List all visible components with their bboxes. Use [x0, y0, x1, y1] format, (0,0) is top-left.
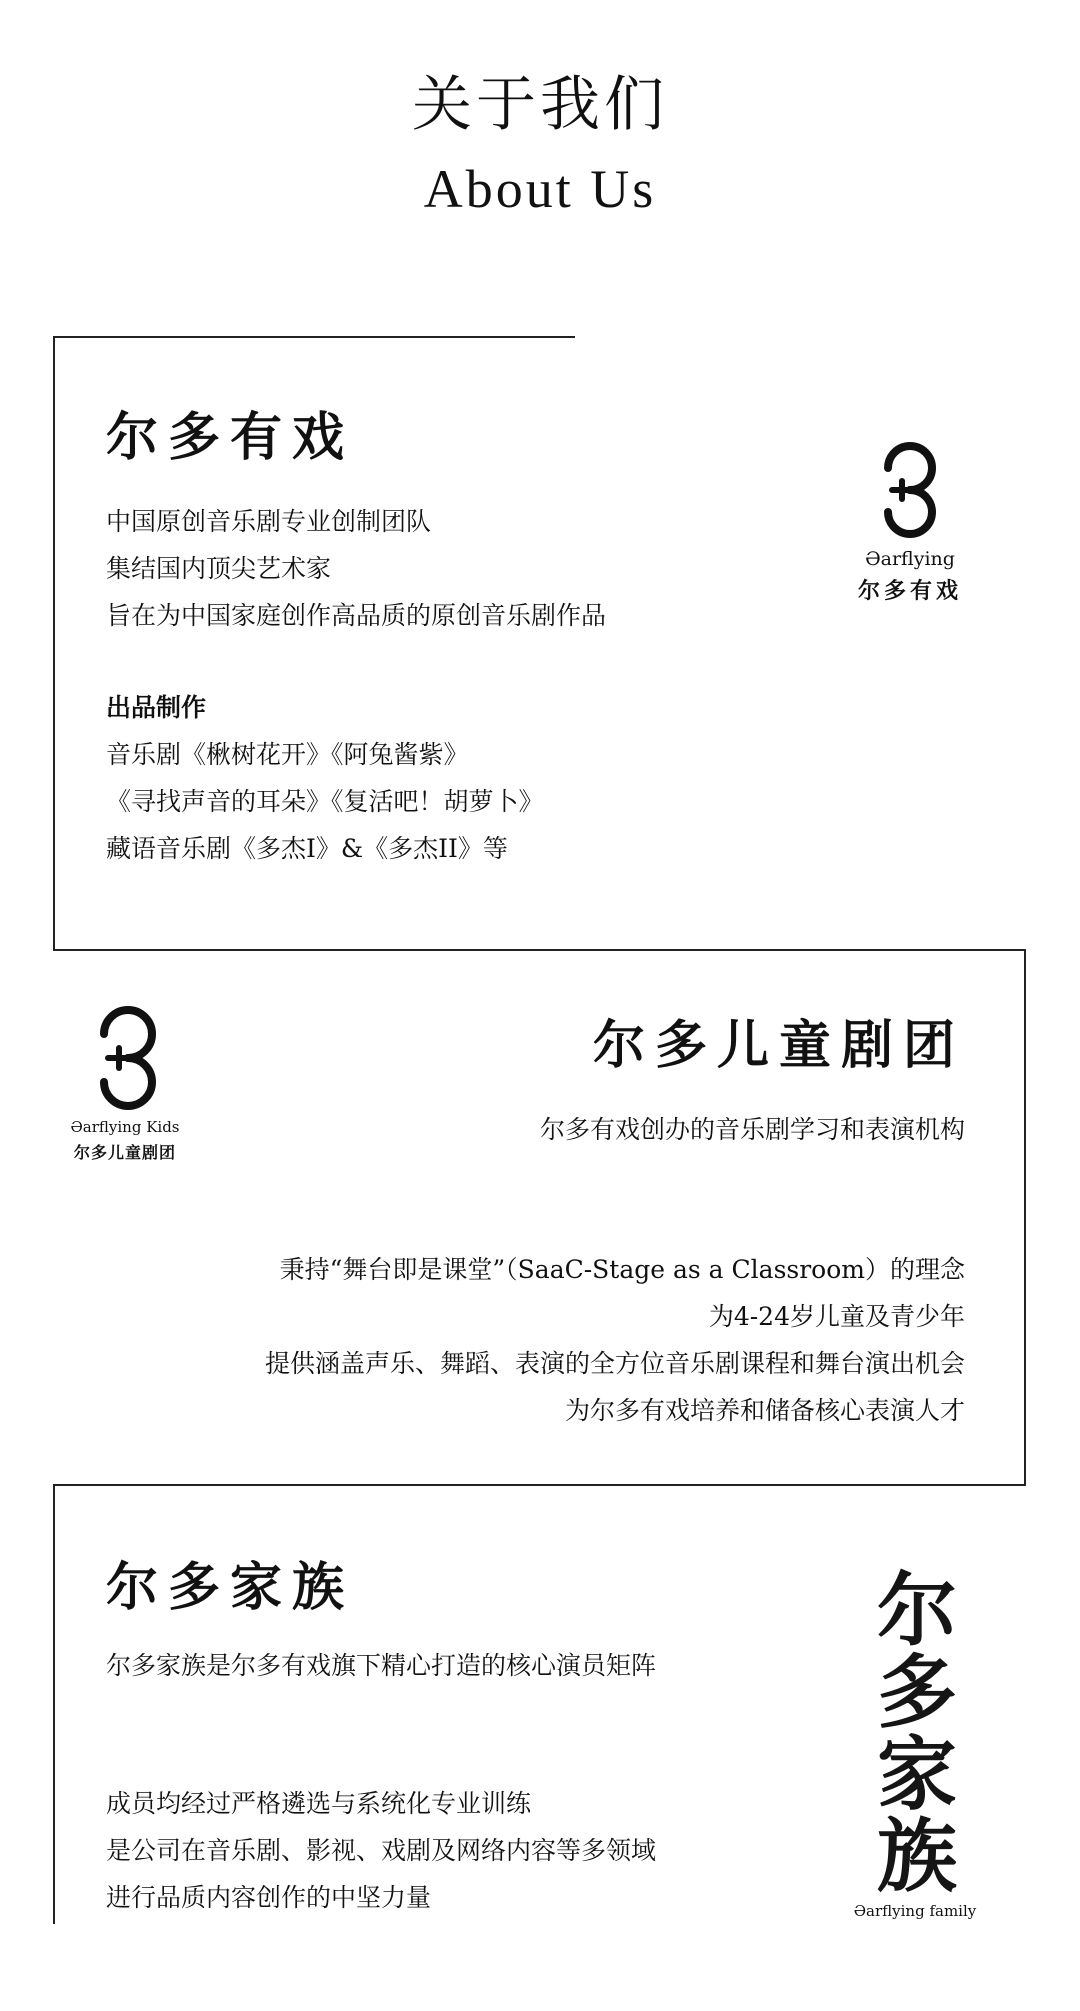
logo-cn-text: 尔多儿童剧团 — [73, 1143, 176, 1162]
section3-subtitle: 尔多家族是尔多有戏旗下精心打造的核心演员矩阵 — [106, 1651, 657, 1680]
family-logo-line1: 尔多 — [877, 1564, 953, 1739]
logo-en-text: Əarflying family — [853, 1902, 977, 1920]
works-line: 音乐剧《楸树花开》《阿兔酱紫》 — [106, 740, 469, 769]
body-line: 为4-24岁儿童及青少年 — [708, 1302, 965, 1331]
intro-line: 中国原创音乐剧专业创制团队 — [106, 507, 432, 536]
works-title: 出品制作 — [106, 693, 207, 722]
section3-body — [106, 1780, 656, 1921]
section3-heading: 尔多家族 — [106, 1557, 355, 1618]
section1-intro — [106, 498, 606, 639]
works-line: 《寻找声音的耳朵》《复活吧！胡萝卜》 — [106, 787, 544, 816]
page-subtitle: About Us — [423, 159, 657, 219]
body-line: 是公司在音乐剧、影视、戏剧及网络内容等多领域 — [106, 1836, 657, 1865]
section2-right-border — [1024, 949, 1026, 1486]
page-title: 关于我们 — [412, 70, 668, 140]
earflying-kids-mark-icon — [60, 1002, 190, 1112]
intro-line: 旨在为中国家庭创作高品质的原创音乐剧作品 — [106, 601, 607, 630]
section2-body — [265, 1246, 965, 1434]
logo-en-text: Əarflying — [865, 548, 955, 570]
earflying-mark-icon — [840, 434, 980, 538]
body-line: 成员均经过严格遴选与系统化专业训练 — [106, 1789, 532, 1818]
section2-subtitle: 尔多有戏创办的音乐剧学习和表演机构 — [539, 1115, 965, 1144]
section1-left-border — [53, 336, 55, 951]
works-line: 藏语音乐剧《多杰I》&《多杰II》等 — [106, 834, 508, 863]
section1-heading: 尔多有戏 — [106, 407, 355, 468]
earflying-logo — [840, 434, 980, 605]
section2-heading: 尔多儿童剧团 — [592, 1015, 965, 1076]
body-line: 为尔多有戏培养和储备核心表演人才 — [564, 1396, 965, 1425]
section3-top-border — [53, 1484, 1026, 1486]
earflying-family-logo — [845, 1564, 985, 1920]
earflying-kids-logo — [60, 1002, 190, 1163]
section3-left-border — [53, 1484, 55, 1924]
logo-en-text: Əarflying Kids — [70, 1118, 180, 1136]
section2-top-border — [53, 949, 1026, 951]
logo-cn-text: 尔多有戏 — [857, 579, 962, 604]
intro-line: 集结国内顶尖艺术家 — [106, 554, 332, 583]
family-logo-line2: 家族 — [877, 1728, 953, 1903]
body-line: 秉持“舞台即是课堂”（SaaC-Stage as a Classroom）的理念 — [279, 1255, 965, 1284]
body-line: 进行品质内容创作的中坚力量 — [106, 1883, 432, 1912]
body-line: 提供涵盖声乐、舞蹈、表演的全方位音乐剧课程和舞台演出机会 — [264, 1349, 965, 1378]
works-list — [106, 731, 544, 872]
section1-top-border — [53, 336, 575, 338]
